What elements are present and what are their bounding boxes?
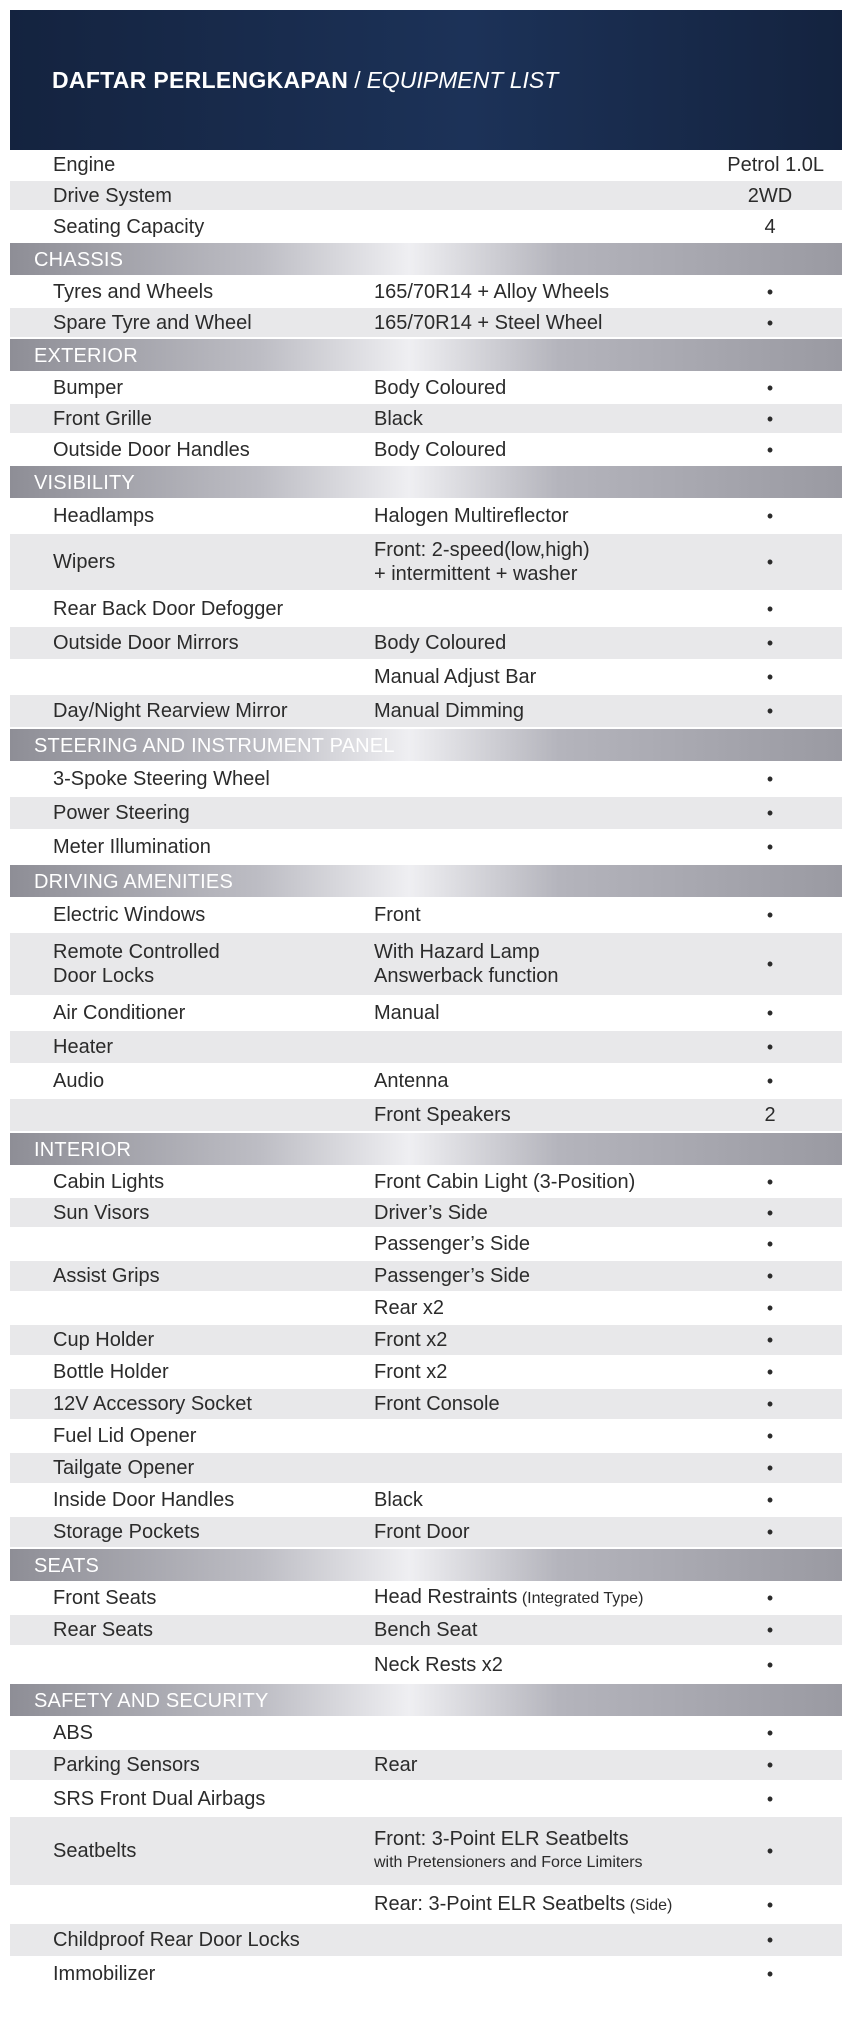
feature-detail: Halogen Multireflector <box>374 505 569 527</box>
feature-detail: Front Door <box>374 1521 470 1543</box>
equipment-row <box>10 500 842 534</box>
availability-bullet: • <box>766 408 774 429</box>
feature-name: Storage Pockets <box>53 1521 200 1543</box>
equipment-row <box>10 308 842 339</box>
section-header: CHASSIS <box>10 243 842 277</box>
feature-name: Audio <box>53 1070 105 1092</box>
feature-name <box>53 661 373 693</box>
feature-name: Parking Sensors <box>53 1754 200 1776</box>
equipment-row <box>10 1167 842 1198</box>
availability-bullet: • <box>766 552 774 572</box>
availability-bullet: • <box>766 1930 774 1950</box>
feature-name: Tailgate Opener <box>53 1457 195 1479</box>
equipment-row <box>10 1453 842 1485</box>
feature-name: Spare Tyre and Wheel <box>53 311 252 334</box>
section-header: SAFETY AND SECURITY <box>10 1684 842 1718</box>
feature-name: Air Conditioner <box>53 1002 186 1024</box>
availability-bullet: • <box>766 1003 774 1023</box>
feature-name: Seatbelts <box>53 1840 137 1862</box>
spec-value: 2WD <box>747 184 793 207</box>
section-header: SEATS <box>10 1549 842 1583</box>
spec-value: Petrol 1.0L <box>727 153 824 176</box>
equipment-row <box>10 1887 842 1924</box>
availability-bullet: • <box>766 439 774 460</box>
equipment-row <box>10 277 842 308</box>
equipment-row <box>10 1065 842 1099</box>
availability-bullet: • <box>766 1234 774 1254</box>
feature-name <box>53 1887 373 1922</box>
feature-detail: 165/70R14 + Steel Wheel <box>374 311 603 334</box>
equipment-row <box>10 1817 842 1887</box>
header-title-english: EQUIPMENT LIST <box>366 66 559 93</box>
feature-name: Day/Night Rearview Mirror <box>53 700 288 722</box>
availability-bullet: • <box>766 506 774 526</box>
equipment-row <box>10 1750 842 1782</box>
equipment-row <box>10 1615 842 1647</box>
feature-name: Engine <box>53 153 116 176</box>
availability-bullet: • <box>766 1394 774 1414</box>
feature-detail: Driver’s Side <box>374 1201 488 1224</box>
availability-bullet: • <box>766 312 774 333</box>
feature-name: Electric Windows <box>53 904 206 926</box>
equipment-row <box>10 1293 842 1325</box>
availability-bullet: • <box>766 769 774 789</box>
feature-name <box>53 1647 373 1682</box>
feature-detail <box>374 1031 754 1063</box>
equipment-row <box>10 1421 842 1453</box>
header-title-indonesian: DAFTAR PERLENGKAPAN <box>52 66 349 93</box>
availability-bullet: • <box>766 1426 774 1446</box>
equipment-row <box>10 1389 842 1421</box>
feature-detail: Front x2 <box>374 1329 448 1351</box>
availability-bullet: • <box>766 1654 774 1675</box>
equipment-list <box>10 150 842 1992</box>
availability-bullet: • <box>766 803 774 823</box>
feature-name: Power Steering <box>53 802 190 824</box>
equipment-row <box>10 763 842 797</box>
feature-detail <box>374 1958 754 1990</box>
header-separator: / <box>354 66 361 93</box>
availability-bullet: • <box>766 633 774 653</box>
feature-detail: Rear x2 <box>374 1297 445 1319</box>
equipment-row <box>10 661 842 695</box>
feature-detail <box>374 1924 754 1956</box>
feature-detail <box>374 1421 754 1451</box>
availability-bullet: • <box>766 1522 774 1542</box>
feature-detail <box>374 181 754 210</box>
equipment-row <box>10 1958 842 1992</box>
feature-name: Cabin Lights <box>53 1170 165 1193</box>
feature-detail: Black <box>374 1489 423 1511</box>
feature-detail: Front x2 <box>374 1361 448 1383</box>
feature-name: Drive System <box>53 184 172 207</box>
feature-detail: With Hazard Lamp Answerback function <box>374 941 559 987</box>
equipment-row <box>10 534 842 592</box>
feature-name <box>53 1229 373 1259</box>
availability-bullet: • <box>766 1362 774 1382</box>
availability-bullet: • <box>766 701 774 721</box>
feature-detail: Passenger’s Side <box>374 1233 531 1255</box>
feature-name: Outside Door Handles <box>53 438 250 461</box>
feature-name: Heater <box>53 1036 114 1058</box>
equipment-row <box>10 404 842 435</box>
feature-detail: Neck Rests x2 <box>374 1653 503 1676</box>
feature-detail <box>374 592 754 625</box>
feature-name: Cup Holder <box>53 1329 155 1351</box>
availability-bullet: • <box>766 1788 774 1809</box>
feature-detail: Manual Adjust Bar <box>374 666 537 688</box>
availability-bullet: • <box>766 1037 774 1057</box>
feature-detail: Front: 3-Point ELR Seatbelts with Pretensioners and Force Limiters <box>374 1828 643 1871</box>
equipment-row <box>10 997 842 1031</box>
availability-bullet: • <box>766 1458 774 1478</box>
feature-name: Inside Door Handles <box>53 1489 235 1511</box>
feature-name: Fuel Lid Opener <box>53 1425 197 1447</box>
section-header: DRIVING AMENITIES <box>10 865 842 899</box>
equipment-row <box>10 1198 842 1229</box>
equipment-row <box>10 1229 842 1261</box>
availability-bullet: • <box>766 837 774 857</box>
equipment-row <box>10 1031 842 1065</box>
equipment-row <box>10 1924 842 1958</box>
feature-detail: Antenna <box>374 1070 449 1092</box>
feature-name: Immobilizer <box>53 1963 156 1985</box>
feature-name: Bumper <box>53 376 124 399</box>
feature-detail: Manual Dimming <box>374 700 525 722</box>
feature-detail: Body Coloured <box>374 632 507 654</box>
availability-bullet: • <box>766 1755 774 1775</box>
equipment-row <box>10 695 842 729</box>
equipment-row <box>10 797 842 831</box>
availability-bullet: • <box>766 667 774 687</box>
feature-detail: Body Coloured <box>374 376 507 399</box>
feature-detail: Front <box>374 904 421 926</box>
feature-detail: Rear <box>374 1754 418 1776</box>
feature-name <box>53 1293 373 1323</box>
availability-bullet: • <box>766 1202 774 1223</box>
availability-bullet: • <box>766 954 774 974</box>
equipment-row <box>10 1325 842 1357</box>
equipment-row <box>10 435 842 466</box>
feature-name: Headlamps <box>53 505 155 527</box>
section-header: EXTERIOR <box>10 339 842 373</box>
feature-detail: Front: 2-speed(low,high) + intermittent + washer <box>374 539 590 585</box>
feature-name: SRS Front Dual Airbags <box>53 1787 266 1810</box>
availability-bullet: • <box>766 281 774 302</box>
availability-bullet: • <box>766 377 774 398</box>
feature-name: ABS <box>53 1722 94 1744</box>
feature-name: Front Seats <box>53 1587 157 1609</box>
feature-detail: Black <box>374 407 423 430</box>
feature-name: Remote Controlled Door Locks <box>53 941 220 987</box>
availability-bullet: • <box>766 1071 774 1091</box>
equipment-row <box>10 181 842 212</box>
availability-bullet: • <box>766 1588 774 1608</box>
equipment-row <box>10 150 842 181</box>
feature-detail <box>374 1782 754 1815</box>
spec-value: 2 <box>764 1104 776 1126</box>
feature-detail <box>374 1453 754 1483</box>
equipment-row <box>10 933 842 997</box>
availability-bullet: • <box>766 1171 774 1192</box>
equipment-row <box>10 1485 842 1517</box>
feature-detail: Manual <box>374 1002 440 1024</box>
feature-name: Childproof Rear Door Locks <box>53 1929 300 1951</box>
feature-name: Rear Seats <box>53 1619 154 1641</box>
section-header: VISIBILITY <box>10 466 842 500</box>
feature-detail: Bench Seat <box>374 1619 478 1641</box>
equipment-row <box>10 1099 842 1133</box>
feature-detail <box>374 1718 754 1748</box>
feature-detail <box>374 831 754 863</box>
page-header <box>10 10 842 150</box>
equipment-row <box>10 1517 842 1549</box>
equipment-row <box>10 592 842 627</box>
feature-detail: Front Console <box>374 1393 500 1415</box>
feature-name: 12V Accessory Socket <box>53 1393 252 1415</box>
availability-bullet: • <box>766 1723 774 1743</box>
feature-detail: Front Speakers <box>374 1104 511 1126</box>
availability-bullet: • <box>766 1964 774 1984</box>
availability-bullet: • <box>766 905 774 925</box>
feature-name: Assist Grips <box>53 1265 160 1287</box>
equipment-row <box>10 1261 842 1293</box>
feature-name: Outside Door Mirrors <box>53 632 239 654</box>
feature-detail: Passenger’s Side <box>374 1265 531 1287</box>
feature-name: Tyres and Wheels <box>53 280 214 303</box>
equipment-row <box>10 1647 842 1684</box>
feature-name: Front Grille <box>53 407 152 430</box>
availability-bullet: • <box>766 1620 774 1640</box>
feature-detail: Rear: 3-Point ELR Seatbelts (Side) <box>374 1892 673 1915</box>
equipment-row <box>10 1583 842 1615</box>
feature-detail: 165/70R14 + Alloy Wheels <box>374 280 610 303</box>
feature-name: Rear Back Door Defogger <box>53 597 284 620</box>
equipment-row <box>10 899 842 933</box>
equipment-row <box>10 1718 842 1750</box>
equipment-row <box>10 373 842 404</box>
availability-bullet: • <box>766 598 774 619</box>
availability-bullet: • <box>766 1490 774 1510</box>
feature-detail <box>374 212 754 241</box>
feature-detail: Body Coloured <box>374 438 507 461</box>
feature-detail <box>374 763 754 795</box>
equipment-row <box>10 1357 842 1389</box>
availability-bullet: • <box>766 1841 774 1861</box>
equipment-row <box>10 831 842 865</box>
availability-bullet: • <box>766 1298 774 1318</box>
section-header: INTERIOR <box>10 1133 842 1167</box>
equipment-row <box>10 1782 842 1817</box>
feature-name: Sun Visors <box>53 1201 150 1224</box>
availability-bullet: • <box>766 1330 774 1350</box>
equipment-row <box>10 627 842 661</box>
feature-name: Seating Capacity <box>53 215 205 238</box>
feature-detail: Head Restraints (Integrated Type) <box>374 1586 644 1608</box>
feature-detail <box>374 797 754 829</box>
feature-name: 3-Spoke Steering Wheel <box>53 768 270 790</box>
feature-name: Meter Illumination <box>53 836 211 858</box>
feature-name: Wipers <box>53 551 116 573</box>
spec-value: 4 <box>764 215 776 238</box>
section-header: STEERING AND INSTRUMENT PANEL <box>10 729 842 763</box>
feature-name <box>53 1099 373 1131</box>
availability-bullet: • <box>766 1266 774 1286</box>
feature-detail: Front Cabin Light (3-Position) <box>374 1170 636 1193</box>
availability-bullet: • <box>766 1894 774 1915</box>
feature-name: Bottle Holder <box>53 1361 169 1383</box>
equipment-row <box>10 212 842 243</box>
